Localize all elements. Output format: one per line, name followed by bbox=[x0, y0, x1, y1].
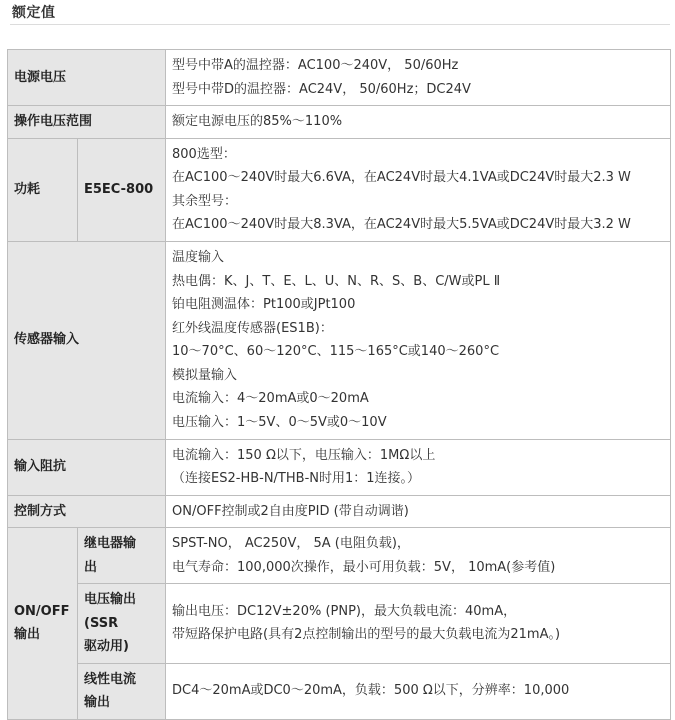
label-line: 线性电流 bbox=[84, 671, 137, 687]
value-line: 热电偶：K、J、T、E、L、U、N、R、S、B、C/W或PL Ⅱ bbox=[172, 273, 501, 289]
table-row bbox=[8, 663, 671, 719]
value-line: 带短路保护电路(具有2点控制输出的型号的最大负载电流为21mA。) bbox=[172, 627, 561, 643]
label-line: 输出 bbox=[84, 695, 111, 710]
value-line: 额定电源电压的85%～110% bbox=[172, 114, 343, 129]
value-line: 型号中带A的温控器：AC100～240V， 50/60Hz bbox=[172, 58, 459, 73]
label-line: 继电器输 bbox=[84, 536, 137, 551]
value-line: 电流输入：4～20mA或0～20mA bbox=[172, 391, 369, 406]
table-row bbox=[8, 439, 671, 495]
row-value-voltage-range bbox=[166, 106, 671, 139]
value-line: 模拟量输入 bbox=[172, 367, 238, 383]
row-label-power-consumption: 功耗 bbox=[8, 138, 78, 241]
label-line: 电压输出 bbox=[84, 592, 137, 607]
row-value-control-method bbox=[166, 495, 671, 528]
row-label-input-impedance: 输入阻抗 bbox=[8, 439, 166, 495]
label-line: 驱动用) bbox=[84, 639, 129, 654]
value-line: 温度输入 bbox=[172, 250, 225, 265]
row-label-control-method: 控制方式 bbox=[8, 495, 166, 528]
table-row bbox=[8, 584, 671, 664]
table-row bbox=[8, 50, 671, 106]
value-line: DC4～20mA或DC0～20mA，负载：500 Ω以下，分辨率：10,000 bbox=[172, 683, 570, 699]
label-line: (SSR bbox=[84, 615, 119, 631]
value-line: 10～70°C、60～120°C、115～165°C或140～260°C bbox=[172, 344, 500, 359]
table-row bbox=[8, 138, 671, 241]
row-value-power-supply bbox=[166, 50, 671, 106]
table-row bbox=[8, 495, 671, 528]
row-label-sensor-input: 传感器输入 bbox=[8, 241, 166, 439]
value-line: 红外线温度传感器(ES1B)： bbox=[172, 320, 333, 336]
row-value-relay-output bbox=[166, 528, 671, 584]
value-line: 铂电阻测温体：Pt100或JPt100 bbox=[172, 297, 356, 312]
label-line: ON/OFF bbox=[14, 603, 70, 619]
value-line: ON/OFF控制或2自由度PID (带自动调谐) bbox=[172, 503, 409, 519]
row-sublabel-model: E5EC-800 bbox=[78, 138, 166, 241]
row-sublabel-relay-output bbox=[78, 528, 166, 584]
value-line: 电压输入：1～5V、0～5V或0～10V bbox=[172, 414, 387, 430]
row-label-voltage-range: 操作电压范围 bbox=[8, 106, 166, 139]
row-value-sensor-input bbox=[166, 241, 671, 439]
value-line: 其余型号： bbox=[172, 193, 238, 209]
row-value-power-consumption bbox=[166, 138, 671, 241]
ratings-table bbox=[7, 49, 671, 720]
table-row bbox=[8, 528, 671, 584]
value-line: 800选型： bbox=[172, 146, 236, 162]
row-sublabel-linear-current-output bbox=[78, 663, 166, 719]
value-line: SPST-NO， AC250V， 5A (电阻负载)， bbox=[172, 536, 410, 551]
label-line: 出 bbox=[84, 559, 98, 575]
row-label-power-supply: 电源电压 bbox=[8, 50, 166, 106]
row-label-onoff-output bbox=[8, 528, 78, 720]
page-title: 额定值 bbox=[12, 5, 56, 21]
value-line: 在AC100～240V时最大6.6VA，在AC24V时最大4.1VA或DC24V时最大2.3 W bbox=[172, 170, 631, 185]
row-value-linear-current-output bbox=[166, 663, 671, 719]
title-divider bbox=[10, 24, 670, 25]
value-line: 型号中带D的温控器：AC24V， 50/60Hz；DC24V bbox=[172, 81, 471, 97]
label-line: 输出 bbox=[14, 627, 41, 643]
table-row bbox=[8, 241, 671, 439]
value-line: 电气寿命：100,000次操作，最小可用负载：5V， 10mA(参考值) bbox=[172, 559, 556, 575]
value-line: 电流输入：150 Ω以下，电压输入：1MΩ以上 bbox=[172, 447, 436, 463]
row-sublabel-voltage-output bbox=[78, 584, 166, 664]
value-line: （连接ES2-HB-N/THB-N时用1：1连接。） bbox=[172, 471, 421, 486]
row-value-input-impedance bbox=[166, 439, 671, 495]
value-line: 在AC100～240V时最大8.3VA，在AC24V时最大5.5VA或DC24V时最大3.2 W bbox=[172, 217, 631, 232]
value-line: 输出电压：DC12V±20% (PNP)，最大负载电流：40mA， bbox=[172, 603, 517, 619]
table-row bbox=[8, 106, 671, 139]
row-value-voltage-output bbox=[166, 584, 671, 664]
